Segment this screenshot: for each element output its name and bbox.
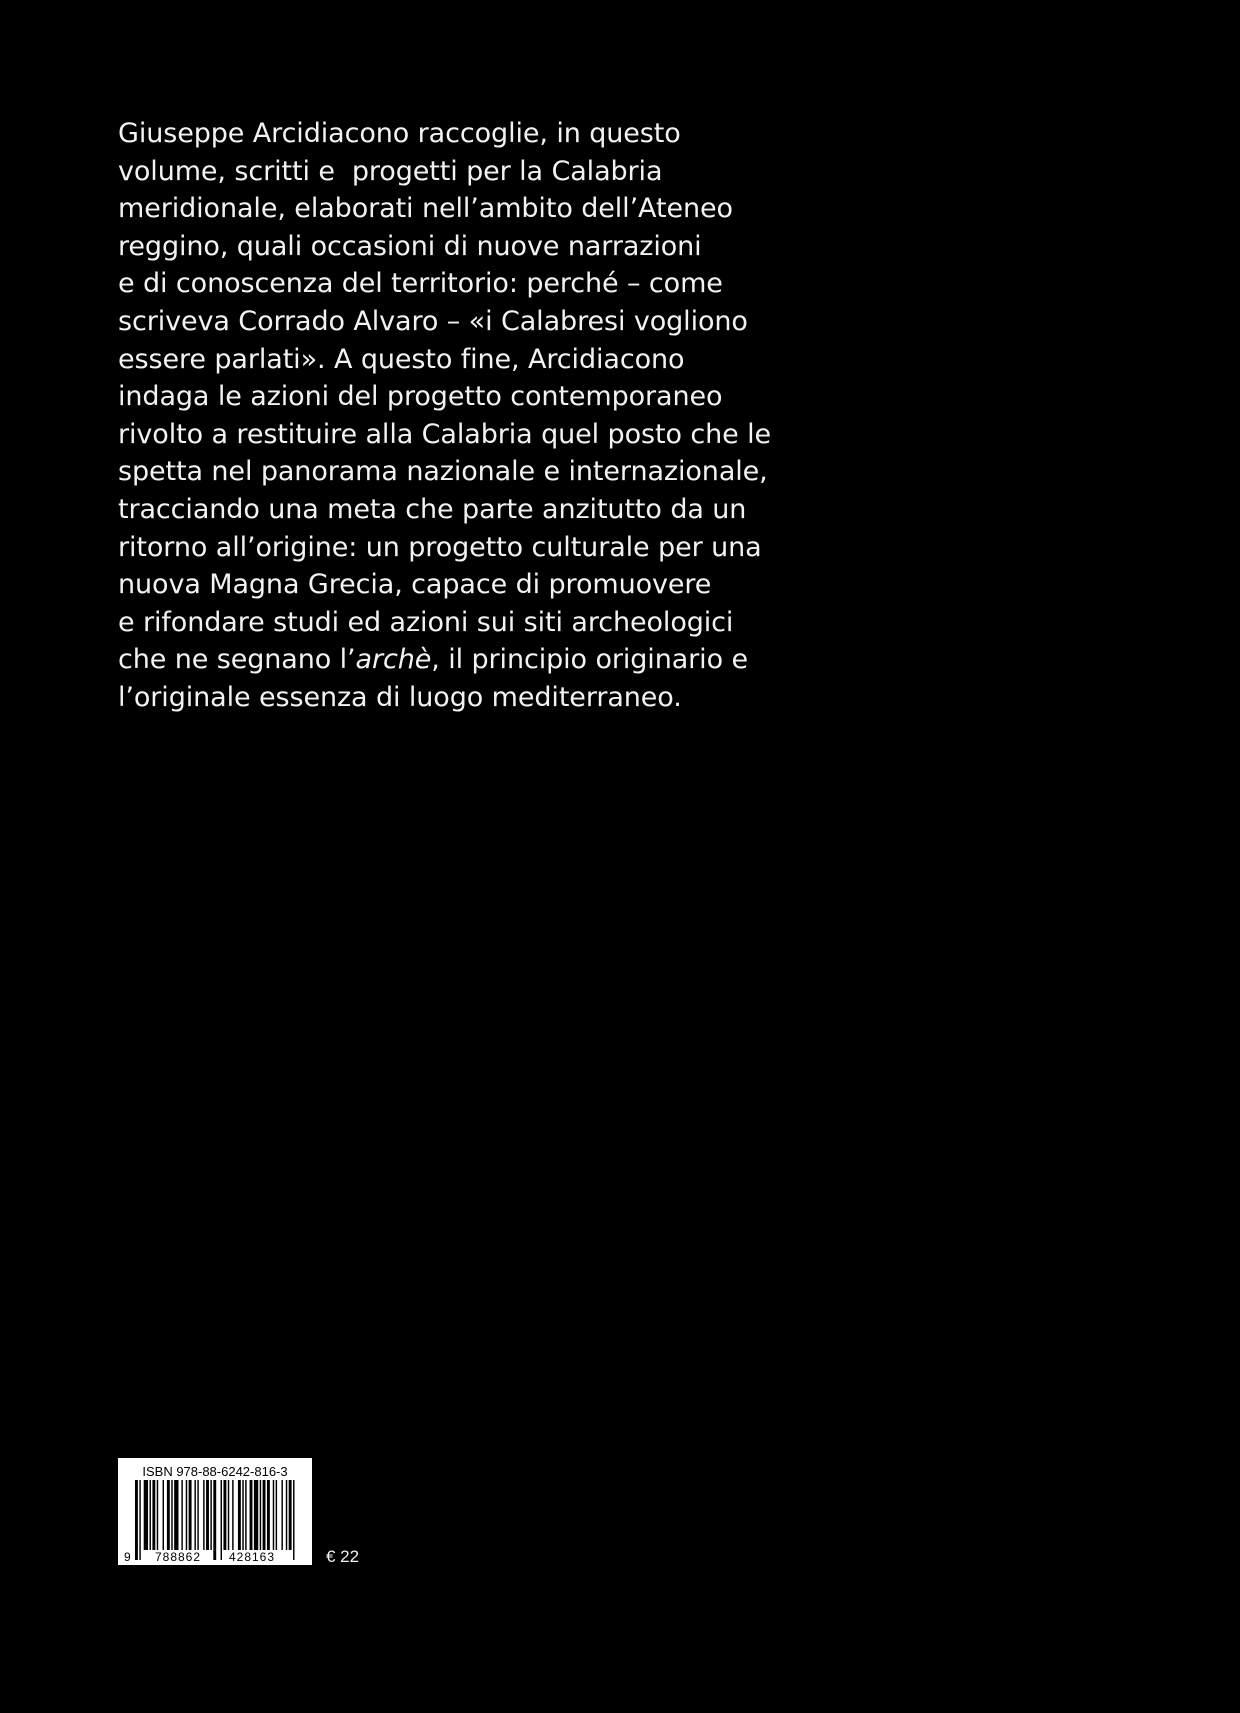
- isbn-label: ISBN 978-88-6242-816-3: [142, 1464, 288, 1479]
- barcode-bar: [293, 1480, 294, 1560]
- barcode-bar: [163, 1480, 164, 1550]
- barcode-bar: [250, 1480, 253, 1550]
- blurb-line: rivolto a restituire alla Calabria quel posto che le: [118, 418, 772, 450]
- barcode-bar: [254, 1480, 258, 1550]
- barcode-bar: [223, 1480, 226, 1550]
- barcode-bar: [171, 1480, 172, 1550]
- barcode-digits-right: 428163: [228, 1550, 276, 1564]
- barcode-bar: [181, 1480, 182, 1550]
- barcode-bar: [221, 1480, 222, 1560]
- barcode-bar: [281, 1480, 282, 1550]
- blurb-italic-term: archè: [355, 644, 432, 676]
- barcode-bar: [273, 1480, 274, 1550]
- barcode-bar: [242, 1480, 243, 1550]
- barcode-digit-first: 9: [124, 1550, 131, 1564]
- isbn-barcode: [118, 1458, 312, 1565]
- blurb-line: scriveva Corrado Alvaro – «i Calabresi vogliono: [118, 305, 748, 337]
- barcode-bar: [144, 1480, 148, 1550]
- barcode-bar: [263, 1480, 266, 1550]
- barcode-bar: [267, 1480, 270, 1550]
- barcode-bar: [197, 1480, 198, 1550]
- barcode-bar: [238, 1480, 241, 1550]
- barcode-bar: [245, 1480, 246, 1550]
- barcode-bar: [174, 1480, 178, 1550]
- barcode-bar: [139, 1480, 140, 1560]
- blurb-line: meridionale, elaborati nell’ambito dell’Ateneo: [118, 193, 733, 225]
- barcode-bars: [118, 1458, 312, 1565]
- barcode-bar: [228, 1480, 229, 1550]
- barcode-bar: [167, 1480, 170, 1550]
- blurb-line: tracciando una meta che parte anzitutto da un: [118, 493, 747, 525]
- blurb-line: reggino, quali occasioni di nuove narrazioni: [118, 230, 702, 262]
- blurb-text: che ne segnano l’: [118, 644, 356, 676]
- barcode-bar: [203, 1480, 204, 1550]
- barcode-digits-left: 788862: [154, 1550, 202, 1564]
- blurb-line: ritorno all’origine: un progetto culturale per una: [118, 531, 762, 563]
- barcode-bar: [232, 1480, 233, 1550]
- barcode-bar: [152, 1480, 155, 1550]
- blurb-line: volume, scritti e progetti per la Calabria: [118, 155, 663, 187]
- blurb-line: e di conoscenza del territorio: perché – come: [118, 268, 723, 300]
- blurb-line: nuova Magna Grecia, capace di promuovere: [118, 569, 712, 601]
- barcode-bar: [189, 1480, 192, 1550]
- barcode-bar: [210, 1480, 211, 1550]
- blurb-line: [118, 641, 778, 679]
- barcode-bar: [260, 1480, 261, 1550]
- blurb-line: essere parlati». A questo fine, Arcidiacono: [118, 343, 685, 375]
- barcode-bar: [157, 1480, 158, 1550]
- barcode-bar: [194, 1480, 195, 1550]
- barcode-bar: [135, 1480, 138, 1560]
- back-cover-blurb: [118, 115, 778, 717]
- barcode-bar: [206, 1480, 209, 1550]
- price-label: € 22: [326, 1547, 360, 1566]
- barcode-bar: [276, 1480, 277, 1550]
- barcode-bar: [289, 1480, 292, 1550]
- barcode-bar: [213, 1480, 216, 1560]
- blurb-line: spetta nel panorama nazionale e internazionale,: [118, 456, 768, 488]
- blurb-line: indaga le azioni del progetto contemporaneo: [118, 381, 723, 413]
- barcode-bar: [150, 1480, 151, 1550]
- blurb-line: l’originale essenza di luogo mediterraneo.: [118, 681, 682, 713]
- blurb-line: Giuseppe Arcidiacono raccoglie, in questo: [118, 118, 681, 149]
- barcode-bar: [286, 1480, 287, 1550]
- blurb-line: e rifondare studi ed azioni sui siti archeologici: [118, 606, 734, 638]
- blurb-text: , il principio originario e: [431, 644, 748, 676]
- barcode-bar: [186, 1480, 187, 1550]
